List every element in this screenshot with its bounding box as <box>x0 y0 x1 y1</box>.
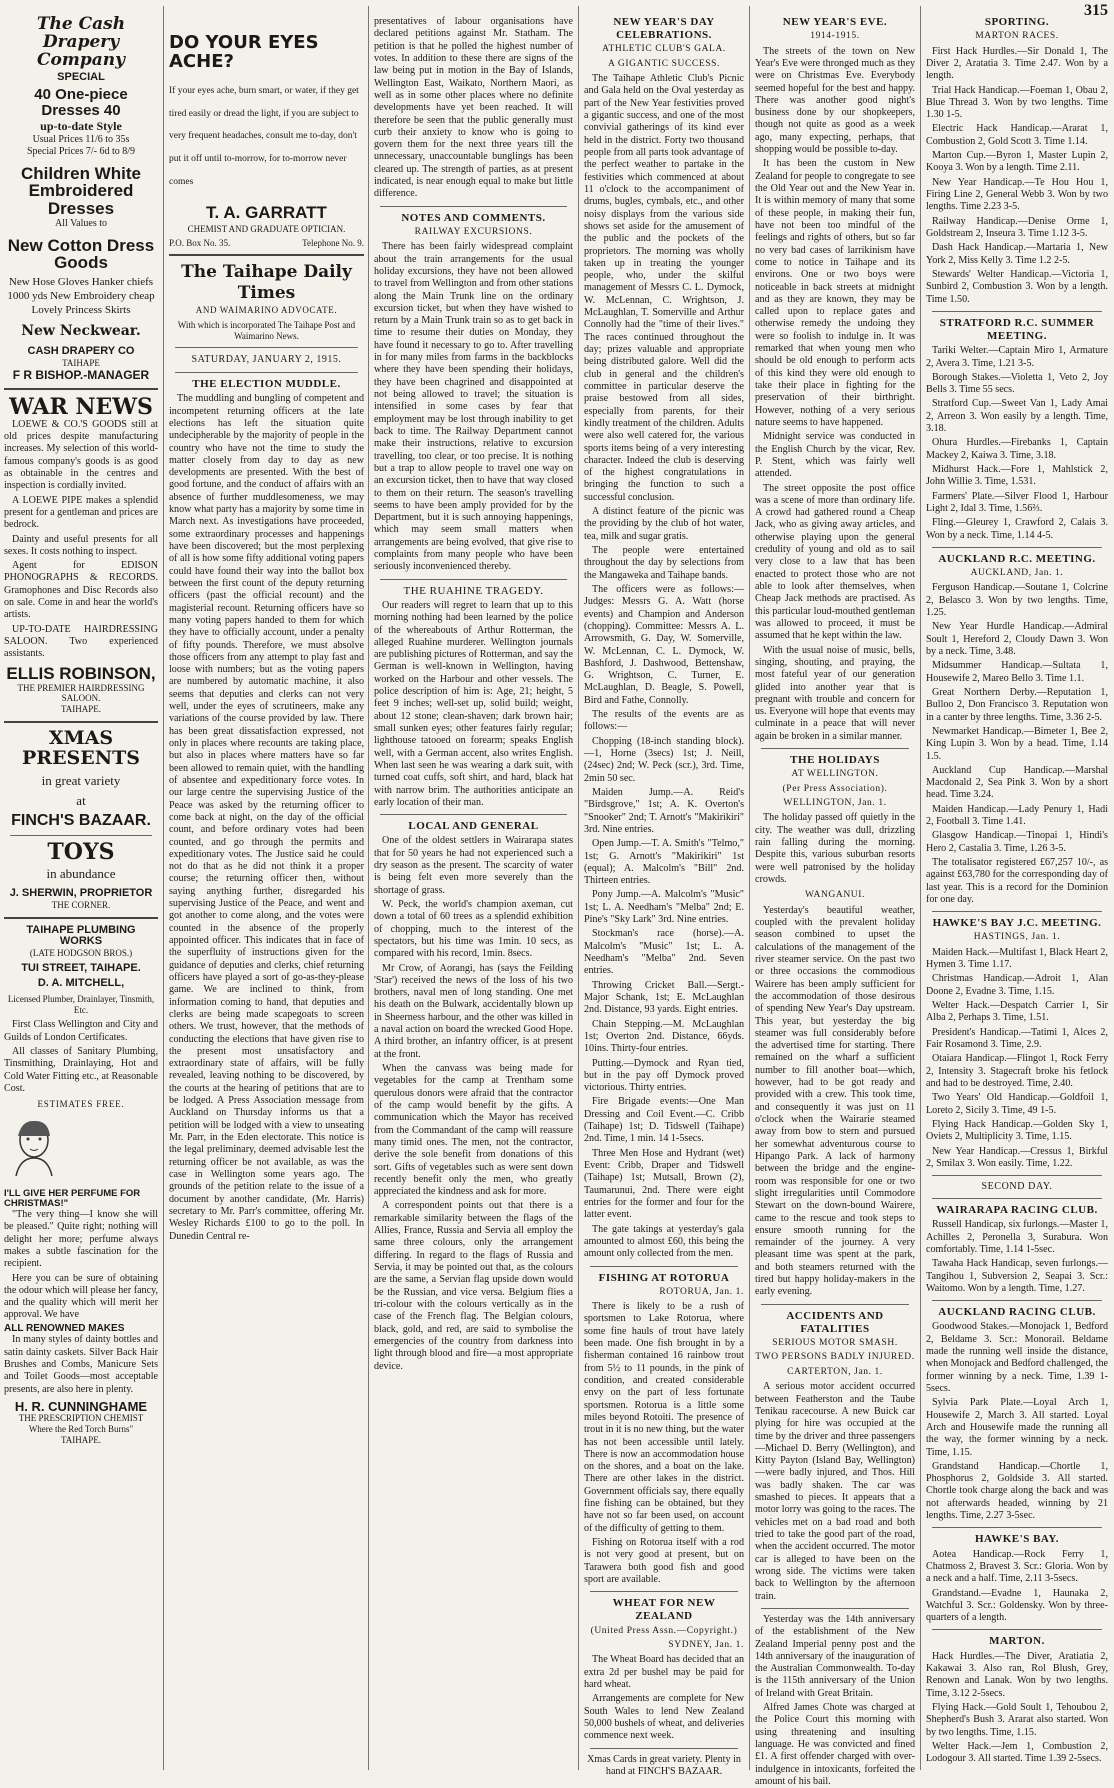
auckland-p9: The totalisator registered £67,257 10/-, as against £63,780 for the corresponding day of last year. This is a record for the Dominion for one day. <box>926 857 1108 905</box>
stratford-p1: Tariki Welter.—Captain Miro 1, Armature 2, Avera 3. Time, 1.21 3-5. <box>926 345 1108 369</box>
hawke-p1: Maiden Hack.—Multifast 1, Black Heart 2, Hymen 3. Time 1.17. <box>926 946 1108 971</box>
war-news-heading: WAR NEWS <box>9 393 153 420</box>
new-years-eve-p3: Midnight service was conducted in the English Church by the vicar, Rev. P. Stent, which was fairly well attended. <box>755 431 915 480</box>
woman-portrait-illustration <box>4 1116 64 1178</box>
auckland-rc-heading: AUCKLAND R.C. MEETING. <box>938 552 1096 565</box>
marton2-p1: Hack Hurdles.—The Diver, Aratiatia 2, Kakawai 3. Also ran, Rol Blush, Grey, Renown and Lanak. Won by two lengths. Time, 3.12 2-5secs. <box>926 1650 1108 1699</box>
masthead-subtitle: AND WAIMARINO ADVOCATE. <box>195 305 338 316</box>
marton-p1: First Hack Hurdles.—Sir Donald 1, The Diver 2, Aratatia 3. Time 2.47. Won by a length. <box>926 45 1108 82</box>
perfume-p2: Here you can be sure of obtaining the odour which will please her fancy, and the quality which will merit her approval. We have <box>4 1272 158 1321</box>
athletic-gala-p6: Chopping (18-inch standing block).—1, Horne (3secs) 1st; J. Neill, (24sec) 2nd; W. Peck (scr.), 3rd. Time, 2min 50 sec. <box>584 735 744 784</box>
hb-p1: Aotea Handicap.—Rock Ferry 1, Chatmoss 2, Bravest 3. Scr.: Gloria. Won by a neck and a half. Time, 2.11 3-5secs. <box>926 1548 1108 1585</box>
hawke-p8: New Year Handicap.—Cressus 1, Birkful 2, Smilax 3. Won easily. Time, 1.22. <box>926 1145 1108 1169</box>
athletic-gala-p11: Throwing Cricket Ball.—Sergt.-Major Schank, 1st; E. McLaughlan 2nd. Distance, 93 yards. Eight entries. <box>584 979 744 1016</box>
manager-name: F R BISHOP.-MANAGER <box>12 368 150 383</box>
new-years-eve-p5: With the usual noise of music, bells, singing, shouting, and praying, the most fateful year of our generation glided into another year that is pregnant with trouble and concern for us. Everyone will hope that events may culminate in a peace that will never again be broken in a similar manner. <box>755 644 915 742</box>
local-general-p5: A correspondent points out that there is a remarkable similarity between the flags of the Allies, France, Russia and Servia all employ the same three colours, only the arrangement differing. In regard to the flags of Russia and Servia, it may be pointed out that, as the colours are the same, a Servian flag upside down would be the Russian, and vice versa. Belgium flies a tri-colour with the colours vertically as in the case of the French flag. The Belgian colours, black, gold, and red, are said to symbolise the emergencies of the country from darkness into light through blood and fire—a most appropriate device. <box>374 1200 573 1372</box>
local-general-p1: One of the oldest settlers in Wairarapa states that for 50 years he had not experienced such a dry season as the present. The scarcity of water is being felt even more severely than the shortage of grass. <box>374 835 573 896</box>
perfume-p3: In many styles of dainty bottles and satin dainty caskets. Silver Back Hair Brushes and Combs, Manicure Sets and Toilet Goods—most acceptable presents, are also here in plenty. <box>4 1334 158 1395</box>
prescription-chemist: THE PRESCRIPTION CHEMIST <box>18 1413 144 1424</box>
mitchell-name: D. A. MITCHELL, <box>37 977 125 990</box>
wanganui-heading: WANGANUI. <box>804 890 866 901</box>
eyes-ache-heading: DO YOUR EYES ACHE? <box>169 32 319 72</box>
war-news-p2: A LOEWE PIPE makes a splendid present for a gentleman and prices are bedrock. <box>4 494 158 531</box>
marton-p7: Dash Hack Handicap.—Martaria 1, New York 2, Miss Kelly 3. Time 1.2 2-5. <box>926 242 1108 266</box>
wairarapa-p1: Russell Handicap, six furlongs.—Master 1, Achilles 2, Peronella 3, Surabura. Won comfortably. Time, 1.14 1-5sec. <box>926 1219 1108 1255</box>
athletic-gala-heading: ATHLETIC CLUB'S GALA. <box>602 44 726 55</box>
stratford-heading: STRATFORD R.C. SUMMER MEETING. <box>939 316 1095 343</box>
cash-drapery-title: The Cash Drapery Company <box>36 14 126 70</box>
stratford-p7: Fling.—Gleurey 1, Crawford 2, Calais 3. Won by a neck. Time, 1.14 4-5. <box>926 517 1108 541</box>
issue-date: SATURDAY, JANUARY 2, 1915. <box>191 353 342 365</box>
auckland-p8: Glasgow Handicap.—Tinopai 1, Hindi's Hero 2, Castalia 3. Time, 1.26 3-5. <box>926 830 1108 854</box>
accidents-p1: A serious motor accident occurred between Featherston and the Taube Tenikau racecourse. A new Buick car plying for hire was occupied at the time by the driver and three passengers—Michael D. Berry (Wellington), and Kitty Payton (Island Bay, Wellington)—were badly injured, and Thos. Hill was badly shaken. The car was smashed to pieces. It appears that a motor lorry was going to the races. The vehicles met on a bad road and both tried to take the good part of the road, when the accident occurred. The motor car is alleged to have been on the wrong side. The victims were taken back to Wellington by the afternoon train. <box>755 1381 915 1602</box>
wairarapa-heading: WAIRARAPA RACING CLUB. <box>936 1204 1098 1217</box>
xmas-variety: in great variety <box>41 772 121 788</box>
cotton-goods-body: New Hose Gloves Hanker chiefs 1000 yds New Embroidery cheap Lovely Princess Skirts <box>7 276 155 316</box>
new-years-eve-p1: The streets of the town on New Year's Eve were thronged much as they were on Christmas Eve. Everybody seemed hopeful for the best and happy. There was another good night's business done by our shopkeepers, though not quite as good as a week ago, many expecting, perhaps, that shopping would be possible to-day. <box>755 45 915 156</box>
eyes-ache-body: If your eyes ache, burn smart, or water, if they get tired easily or dread the light, if you are subject to very frequent headaches, consult me to-day, don't put it off until to-morrow, for to-morrow never comes <box>169 85 359 187</box>
column-sporting <box>922 6 1112 1770</box>
dresses-heading: 40 One-piece Dresses 40 <box>34 86 128 119</box>
marton2-p3: Welter Hack.—Jem 1, Combustion 2, Lodogour 3. All started. Time 1.39 2-5secs. <box>926 1740 1108 1765</box>
perfume-p1: "The very thing—I know she will be pleased." Quite right; nothing will delight her more; perfume always makes a subtle fascination for the recipient. <box>4 1208 158 1270</box>
xmas-cards-notice: Xmas Cards in great variety. Plenty in hand at FINCH'S BAZAAR. <box>587 1753 741 1777</box>
athletic-gala-p15: Three Men Hose and Hydrant (wet) Event: Cribb, Draper and Tidswell (Taihape) 1st; Mutsall, Brown (2), Taumarunui, 2nd. There were eight entries for the former and four for the latter event. <box>584 1147 744 1221</box>
athletic-gala-p13: Putting.—Dymock and Ryan tied, but in the pay off Dymock proved victorious. Thirty entries. <box>584 1057 744 1094</box>
page-number: 315 <box>1084 2 1108 19</box>
marton2-p2: Flying Hack.—Gold Soult 1, Tehoubou 2, Shepherd's Bush 3. Ararat also started. Won by two lengths. Time, 1.15. <box>926 1701 1108 1738</box>
toys-abundance: in abundance <box>46 866 116 882</box>
hawke-p4: President's Handicap.—Tatimi 1, Alces 2, Fair Rosamond 3. Time, 2.9. <box>926 1026 1108 1051</box>
ellis-robinson-sub: THE PREMIER HAIRDRESSING SALOON. <box>17 682 145 704</box>
auckland-p6: Auckland Cup Handicap.—Marshal Macdonald 2, Sea Pink 3. Won by a short head. Time 3.24. <box>926 764 1108 801</box>
hawkes-bay-heading: HAWKE'S BAY. <box>974 1533 1060 1546</box>
notes-comments-heading: NOTES AND COMMENTS. <box>401 211 546 224</box>
railway-excursions-subheading: RAILWAY EXCURSIONS. <box>414 226 533 237</box>
accidents-p3: Alfred James Chote was charged at the Police Court this morning with using threatening and insulting language. He was convicted and fined £1. A first offender charged with over-indulgence in intoxicants, forfeited the amount of his bail. <box>755 1702 915 1787</box>
cunninghame-town: TAIHAPE. <box>60 1435 102 1446</box>
auckland-p3: Midsummer Handicap.—Sultata 1, Housewife 2, Mareo Bello 3. Time 1.1. <box>926 660 1108 684</box>
children-dresses-values: All Values to <box>54 218 108 230</box>
auckland-rc-dateline: AUCKLAND, Jan. 1. <box>970 568 1064 579</box>
athletic-gala-p1: The Taihape Athletic Club's Picnic and Gala held on the Oval yesterday as part of the New Year festivities proved a gigantic success, and one of the most convivial gatherings of its kind ever held in the district. Forty two thousand people from all parts took advantage of the perfect weather to partake in the festivities which commenced at about 11 o'clock to the accompaniment of drums, bugles, cymbals, etc., and other noisy displays from the various side shows set aside for the amusement of the public and the pockets of the proprietors. The morning was wholly taken up in treating the younger people, who, under the skilful management of Messrs C. L. Dymock, W. McLennan, C. Wrightson, J. McLaughlan, T. Somerville and Arthur Connolly had the "time of their lives." The races continued throughout the day; prizes valuable and appropriate being distributed galore. Well did the club in general and the children's committee in particular deserve the praise bestowed from all sides, especially from parents, for their kindly treatment of the children. Adults were also well catered for, the various sports items being of a very interesting character. Indeed the club is deserving of the highest congratulations in bringing the function to such a successful conclusion. <box>584 73 744 503</box>
plumbing-works-sub: (LATE HODGSON BROS.) <box>29 947 133 958</box>
holidays-heading: THE HOLIDAYS <box>790 754 880 767</box>
fishing-dateline: ROTORUA, Jan. 1. <box>659 1286 744 1297</box>
auckland-p1: Ferguson Handicap.—Soutane 1, Colcrine 2, Belasco 3. Won by two lengths. Time, 1.25. <box>926 582 1108 619</box>
fishing-p2: Fishing on Rotorua itself with a rod is not very good at present, but on Tarawera both good fish and good sport are available. <box>584 1537 744 1585</box>
hawke-p3: Welter Hack.—Despatch Carrier 1, Sir Alba 2, Perhaps 3. Time, 1.51. <box>926 1000 1108 1024</box>
cash-drapery-town: TAIHAPE <box>62 357 100 368</box>
xmas-at: at <box>76 793 86 809</box>
wanganui-p1: Yesterday's beautiful weather, coupled with the prevalent holiday season combined to upset the calculations of the management of the river steamer service. On the past two or three occasions the commodious Wairere has been amply sufficient for the accommodation of those desirous of spending New Year's Day upstream. This year, but yesterday the big steamer was full considerably before the advertised time for starting. There remained on the wharf a sufficient number to fill another boat—which, however, had to be got ready and provided with a crew. This took time, and consequently it was just on 11 o'clock when the Wairarie steamed away from bow to stern and pursued her somewhat adventurous course to Hipango Park. A lack of harmony between the bridge and the engine-room was responsible for one or two slight irregularities until Commodore Stewart on the down-bound Wairere, came to the rescue and took steps to ensure smooth running for the remainder of the journey. A very pleasant time was spent at the park, and both steamers returned with the tired but happy holiday-makers in the early evening. <box>755 904 915 1298</box>
new-years-eve-p2: It has been the custom in New Zealand for people to congregate to see the Old Year out and the New Year in. It is within memory of many that some of these people, in making their fun, have not been too mindful of the feelings and rights of others, but so far no very bad cases of larrikinism have come to notice in Taihape and its environs. One or two boys were noticeable in back streets at midnight and as they are known, they may be called upon to replace gates and otherwise remedy the undoing they were so foolish to indulge in. It was remarked that when young men who should be old enough to perform acts of this kind they were old enough to take their place in fighting for the preservation of their birthright. However, nothing of a very serious nature seems to have happened. <box>755 158 915 428</box>
special-label: SPECIAL <box>57 70 105 83</box>
masthead-title: The Taihape Daily Times <box>181 262 352 303</box>
estimates-free: ESTIMATES FREE. <box>37 1099 125 1110</box>
arc-p3: Grandstand Handicap.—Chortle 1, Phosphorus 2, Goldside 3. All started. Chortle took charge along the back and was not afterwards headed, winning by 21 lengths. Time, 2.27 3-5sec. <box>926 1460 1108 1522</box>
war-news-p5: UP-TO-DATE HAIRDRESSING SALOON. Two experienced assistants. <box>4 623 158 660</box>
new-years-eve-p4: The street opposite the post office was a scene of more than ordinary life. A crowd had gathered round a Cheap Jack, who as giving away articles, and otherwise playing upon the general credulity of young and old as to sail very close to a law that has been enacted to protect those who are not able to look after themselves, when Cheap Jack methods are practised. As this particular loud-mouthed gentleman was allowed to proceed, it must be assumed that he kept within the law. <box>755 482 915 642</box>
plumbing-works-heading: TAIHAPE PLUMBING WORKS <box>26 923 136 948</box>
masthead-incorporated: With which is incorporated The Taihape Post and Waimarino News. <box>177 319 356 341</box>
mitchell-p2: All classes of Sanitary Plumbing, Tinsmithing, Drainlaying, Hot and Cold Water Fitting etc., at Reasonable Cost. <box>4 1045 158 1094</box>
hawke-p5: Otaiara Handicap.—Flingot 1, Rock Ferry 2, Intensity 3. Stagecraft broke his fetlock and had to be destroyed. Time, 2.40. <box>926 1053 1108 1089</box>
stratford-p3: Stratford Cup.—Sweet Van 1, Lady Amai 2, Arreon 3. Won easily by a length. Time, 3.18. <box>926 398 1108 435</box>
hawke-p2: Christmas Handicap.—Adroit 1, Alan Doone 2, Evadne 3. Time, 1.15. <box>926 973 1108 997</box>
athletic-gala-p5: The results of the events are as follows:— <box>584 709 744 733</box>
local-general-heading: LOCAL AND GENERAL <box>408 820 539 833</box>
athletic-gala-p16: The gate takings at yesterday's gala amounted to almost £60, this being the amount only collected from the men. <box>584 1223 744 1260</box>
cotton-goods-heading: New Cotton Dress Goods <box>7 235 155 273</box>
accidents-heading: ACCIDENTS AND FATALITIES <box>786 1309 884 1335</box>
railway-excursions-body: There has been fairly widespread complaint about the train arrangements for the usual holiday excursions, they have not been allowed to travel from Wellington and from other stations along the Main Trunk line on the ordinary excursion ticket, but when they have wished to return by a Main Trunk train so as to get back in time to resume their duties on Monday, they have found it necessary to go to. After travelling in for many miles from farms in the backblocks where they have been spending their holidays, they have been chagrined and disappointed at not being allowed to travel; the situation is intensified in some cases by fear that employment may be lost through inability to get back to time. The Railway Department cannot make their instructions, relative to excursion travelling, too clear, or too precise. It is nothing but a trap to allow people to travel one way on an excursion ticket, then to have that way closed to them on their return. The season's travelling seems to have been amply provided for by the Department, but it is such annoying happenings, which may seem small matters when arrangements are being evolved, that give rise to complaints from many people who have been seriously inconvenienced thereby. <box>374 241 573 573</box>
dresses-style: up-to-date Style <box>40 118 122 133</box>
children-dresses-heading: Children White Embroidered Dresses <box>21 163 141 219</box>
column-holidays <box>751 6 919 1787</box>
athletic-gala-p4: The officers were as follows:—Judges: Messrs G. A. Watt (horse events) and Champion and Anderson (chopping). Committee: Messrs A. L. Arrowsmith, G. Day, W. Somerville, W. McLennan, C. L. Dymock, W. Bashford, J. Dashwood, Bettenshaw, G. Wrightson, C. Turner, E. McLaughlan, D. Beagle, S. Powell, Bird and Fathe, Connolly. <box>584 583 744 706</box>
accidents-p2: Yesterday was the 14th anniversary of the establishment of the New Zealand Imperial penny post and the 14th anniversary of the inauguration of the Australian Commonwealth. To-day is the 115th anniversary of the Union of Ireland with Great Britain. <box>755 1613 915 1699</box>
garratt-name: T. A. GARRATT <box>206 202 327 222</box>
marton-p3: Electric Hack Handicap.—Ararat 1, Combustion 2, Gold Scott 3. Time 1.14. <box>926 123 1108 147</box>
column-editorial <box>165 6 368 1770</box>
cunninghame-name: H. R. CUNNINGHAME <box>14 1398 148 1414</box>
column-notes <box>370 6 577 1770</box>
holidays-p1: The holiday passed off quietly in the city. The weather was dull, drizzling rain falling during the morning. Despite this, various suburban resorts were well patronised by the holiday crowds. <box>755 812 915 885</box>
renowned-makes: ALL RENOWNED MAKES <box>4 1322 125 1334</box>
athletic-gala-p12: Chain Stepping.—M. McLaughlan 1st; Overton 2nd. Distance, 66yds. 10ins. Thirty-four entries. <box>584 1018 744 1055</box>
dresses-special-price: Special Prices 7/- 6d to 8/9 <box>26 146 136 158</box>
wheat-p2: Arrangements are complete for New South Wales to lend New Zealand 50,000 bushels of wheat, and deliveries commence next week. <box>584 1693 744 1742</box>
xmas-presents-heading: XMAS PRESENTS <box>22 726 140 769</box>
election-muddle-body: The muddling and bungling of competent and incompetent returning officers at the late elections has left the situation quite undecipherable by the majority of people in the country who have not the time to study the matter closely from day to day as new developments are presented. With the best of good fortune, and the conduct of affairs with an absence of further muddlesomeness, we may know what party has a majority by some time in March next. As investigations have proceeded, some extraordinary processes and happenings have been discovered; but the most perplexing of all is how some fifty additional voting papers could have found their way into the ballot box between the first count of the deputy returning officers (past the official recount) and the magisterial recount. Returning officers have so many voting papers handed to them for which they have to officially account, under a penalty of fifty pounds. Therefore, we must absolve those officers from any attempt to play fast and loose with numbers; but as the voting papers are numbered by automatic machine, it also seems that deputies and clerks can not very well, under the eyes of scrutineers, make any variations of the course provided by law. There has been great dissatisfaction expressed, not only in places where recounts are taking place, but also in places where matters have so far been allowed to remain quiet, with the handling of absentee and expeditionary force votes. In our large centre the supervising Justice of the Peace was asked by the returning officer to come back at night, on the day of the official count, and before ordinary votes had been counted, and go through the permits and expeditionary votes. The Justice said he could not do that as he did not think it a proper course; the returning officer then, without saying anything further, disregarded his supervising Justice of the Peace, and went and got another to come along, and the votes were counted in the absence of the properly appointed officer. This indicates that in face of the superfluity of instructions given for the guidance of deputies and clerks, chief returning officers have played a sort of go-as-they-please game. We are inclined to think, from information coming to hand, that deputies and clerks are being made scapegoats to screen others. We trust, however, that the methods of conducting the elections that have given rise to the present most unsatisfactory and extraordinary state of affairs, will be fully revealed, leaving nothing to be discovered, by the courts at the hearing of petitions that are to be lodged. A Press Association message from Auckland on Thursday informs us that a petition will be lodged with a view to unseating Mr. Parr, in the Eden electorate. This notice is the legal preliminary, deemed advisable lest the returning officer be not available, as was the case in Wellington some years ago. The grounds of the petition relate to the issue of a document by another candidate, (Mr. Harris) secretary to Mr. Parr's committee, offering Mr. Wesley Richards £100 to go to the poll. In Dunedin Central re- <box>169 393 364 1242</box>
athletic-gala-p3: The people were entertained throughout the day by selections from the Mangaweka and Taihape bands. <box>584 545 744 581</box>
finchs-bazaar-name: FINCH'S BAZAAR. <box>11 812 151 830</box>
garratt-subtitle: CHEMIST AND GRADUATE OPTICIAN. <box>187 223 346 234</box>
hawke-p6: Two Years' Old Handicap.—Goldfoil 1, Loreto 2, Sicily 3. Time, 49 1-5. <box>926 1092 1108 1116</box>
holidays-subheading: AT WELLINGTON. <box>791 769 879 780</box>
hawkes-bay-jc-heading: HAWKE'S BAY J.C. MEETING. <box>932 917 1102 930</box>
mitchell-description: Licensed Plumber, Drainlayer, Tinsmith, Etc. <box>7 993 155 1015</box>
marton-p2: Trial Hack Handicap.—Foeman 1, Obau 2, Blue Thread 3. Won by two lengths. Time 1.30 1-5. <box>926 84 1108 121</box>
wairarapa-p2: Tawaha Hack Handicap, seven furlongs.—Tangihou 1, Subversion 2, Seapai 3. Scr.: Waitomo. Won by a length. Time, 1.27. <box>926 1258 1108 1294</box>
new-years-day-heading: NEW YEAR'S DAY CELEBRATIONS. <box>613 16 715 42</box>
dresses-usual-price: Usual Prices 11/6 to 35s <box>32 133 130 145</box>
sherwin-proprietor: J. SHERWIN, PROPRIETOR <box>9 887 153 900</box>
marton-p4: Marton Cup.—Byron 1, Master Lupin 2, Kooya 3. Won by a length. Time 2.11. <box>926 150 1108 174</box>
garratt-po-box: P.O. Box No. 35. <box>169 238 231 249</box>
local-general-p3: Mr Crow, of Aorangi, has (says the Feilding 'Star') received the news of the loss of his two brothers, naval men of long standing. One met his death on the Bulwark, accidentally blown up in Sheerness harbour, and the other was killed in a naval action on board the wrecked Good Hope. A third brother, an infantry officer, is at present at the front. <box>374 962 573 1060</box>
plumbing-address: TUI STREET, TAIHAPE. <box>21 961 141 974</box>
marton-p5: New Year Handicap.—Te Hou Hou 1, Firing Line 2, General Webb 3. Won by two lengths. Time 2.23 3-5. <box>926 176 1108 213</box>
garratt-telephone: Telephone No. 9. <box>302 238 364 249</box>
garratt-contact-row <box>169 238 364 248</box>
toys-heading: TOYS <box>47 839 115 866</box>
ellis-robinson-town: TAIHAPE. <box>60 704 102 715</box>
wheat-dateline: SYDNEY, Jan. 1. <box>668 1640 744 1651</box>
hb-p2: Grandstand.—Evadne 1, Haunaka 2, Watchful 3. Scr.: Goldensky. Won by three-quarters of a length. <box>926 1587 1108 1624</box>
new-years-eve-years: 1914-1915. <box>810 31 860 42</box>
war-news-p4: Agent for EDISON PHONOGRAPHS & RECORDS. Gramophones and Disc Records also on sale. Come in and hear the world's artists. <box>4 560 158 621</box>
ruahine-tragedy-heading: THE RUAHINE TRAGEDY. <box>403 584 544 597</box>
holidays-press: (Per Press Association). <box>782 783 888 794</box>
red-torch-tagline: Where the Red Torch Burns" <box>28 1424 134 1435</box>
hawke-p7: Flying Hack Handicap.—Golden Sky 1, Oviets 2, Multiplicity 3. Time, 1.15. <box>926 1118 1108 1143</box>
war-news-p3: Dainty and useful presents for all sexes. It costs nothing to inspect. <box>4 533 158 557</box>
stratford-p6: Farmers' Plate.—Silver Flood 1, Harbour Light 2, Idal 3. Time, 1.56⅔. <box>926 490 1108 514</box>
fishing-rotorua-heading: FISHING AT ROTORUA <box>598 1271 730 1284</box>
ruahine-tragedy-body: Our readers will regret to learn that up to this morning nothing had been learned by the police of the whereabouts of Arthur Rotterman, the alleged Ruahine murderer. Wellington journals are publishing pictures of Rotterman, and say the German is well-known in Wellington, having worked on the Harbour and other vessels. The police description of him is: Age, 21; height, 5 feet 9 inches; well-set up, solid build; weight, about 12 stone; clean-shaven; dark brown hair; small sunken eyes; other features fairly regular; lighthouse tatooed on forearm; speaks English well, with a German accent, also writes English. When last seen he was wearing a dark suit, with turned coat cuffs, soft shirt, and hard, black hat with narrow brim. The authorities anticipate an early location of their man. <box>374 599 573 808</box>
accidents-dateline: CARTERTON, Jan. 1. <box>787 1366 883 1377</box>
holidays-dateline: WELLINGTON, Jan. 1. <box>783 798 887 809</box>
wheat-p1: The Wheat Board has decided that an extra 2d per bushel may be paid for hard wheat. <box>584 1654 744 1691</box>
column-celebrations <box>580 6 748 1777</box>
mitchell-p1: First Class Wellington and City and Guilds of London Certificates. <box>4 1019 158 1043</box>
local-general-p4: When the canvass was being made for vegetables for the camp at Trentham some querulous donors were afraid that the contractor of the camp would benefit by the gifts. A communication which the Mayor has received from the Commandant of the camp will reassure many timid ones. The men, not the contractor, derive the sole benefit from donations of this sort. Gifts of vegetables such as were sent down recently benefit only the men, who greatly appreciated the kindness and ask for more. <box>374 1063 573 1198</box>
auckland-p2: New Year Hurdle Handicap.—Admiral Soult 1, Hereford 2, Cloudy Dawn 3. Won by a neck. Time, 3.48. <box>926 621 1108 658</box>
athletic-gala-p7: Maiden Jump.—A. Reid's "Birdsgrove," 1st; A. K. Overton's "Snooker" 2nd; T. Arnott's "Makirikiri" 3rd. Nine entries. <box>584 786 744 835</box>
stratford-p2: Borough Stakes.—Violetta 1, Veto 2, Joy Bells 3. Time 55 secs. <box>926 371 1108 396</box>
stratford-p4: Ohura Hurdles.—Firebanks 1, Captain Mackey 2, Kaiwa 3. Time, 3.18. <box>926 437 1108 461</box>
athletic-gala-p8: Open Jump.—T. A. Smith's "Telmo," 1st; G. Arnott's "Makirikiri" 1st (equal); A. Malcolm's "Bill" 2nd. Thirteen entries. <box>584 838 744 887</box>
auckland-p7: Maiden Handicap.—Lady Penury 1, Hadi 2, Football 3. Time 1.41. <box>926 803 1108 828</box>
athletic-gala-p9: Pony Jump.—A. Malcolm's "Music" 1st; L. A. Needham's "Melba" 2nd; E. Pine's "Sky Lark" 3rd. Nine entries. <box>584 889 744 926</box>
sporting-heading: SPORTING. <box>984 16 1050 28</box>
athletic-gala-p10: Stockman's race (horse).—A. Malcolm's "Music" 1st; L. A. Needham's "Melba" 2nd. Seven entries. <box>584 928 744 977</box>
auckland-p5: Newmarket Handicap.—Bimeter 1, Bee 2, King Lupin 3. Won by a head. Time, 1.14 1.5. <box>926 725 1108 762</box>
arc-p2: Sylvia Park Plate.—Loyal Arch 1, Housewife 2, March 3. All started. Loyal Arch and Housewife made the running all the way, the former winning by a neck. Time, 1.15. <box>926 1397 1108 1458</box>
war-news-p1: LOEWE & CO.'S GOODS still at old prices despite manufacturing increases. My selection of this world-famous company's goods is as good as obtainable in the centres and inspection is cordially invited. <box>4 418 158 492</box>
fishing-p1: There is likely to be a rush of sportsmen to Lake Rotorua, where some fine hauls of trout have lately been made. One fish brought in by a fisherman contained 16 rainbow trout from 5½ to 11 pounds, in the pink of condition, and created considerable envy on the part of less fortunate sportsmen. Rotorua is a little some miles beyond Rotoiti. The presence of trout in it is no new thing, but the water has not been accessible until lately. There is now an accommodation house on the shores, and a boat on the lake. There are other lakes in the district. Government officials say, there equally fine fishing can be obtained, but they have not so far been used, on account of the difficulty of getting to them. <box>584 1301 744 1534</box>
hawkes-bay-dateline: HASTINGS, Jan. 1. <box>973 932 1061 943</box>
accidents-sub2: TWO PERSONS BADLY INJURED. <box>755 1352 915 1363</box>
marton-p6: Railway Handicap.—Denise Orme 1, Goldstream 2, Inseura 3. Time 1.12 3-5. <box>926 215 1108 239</box>
athletic-gala-p2: A distinct feature of the picnic was the providing by the club of hot water, tea, milk and sugar gratis. <box>584 506 744 542</box>
wheat-heading: WHEAT FOR NEW ZEALAND <box>612 1597 716 1623</box>
the-corner: THE CORNER. <box>51 899 111 910</box>
marton-races-heading: MARTON RACES. <box>975 31 1059 42</box>
athletic-gala-subheading: A GIGANTIC SUCCESS. <box>608 58 720 69</box>
election-continued: presentatives of labour organisations have declared petitions against Mr. Statham. The petition is that he polled the highest number of votes. In addition to these there are signs of the law being put in motion in the Bay of Islands, Wellington East, Waikato, Northern Maori, as well as in some other places where no definite developments have yet been reached. It will therefore be seen that the public generally must curb their anxiety to know who is going to govern them for the next three years till the unnecessary, unaccountable bunglings has been cleared up. The strength of parties, as at present indicated, is near enough equal to make but little difference. <box>374 16 573 200</box>
neckwear-label: New Neckwear. <box>21 322 141 339</box>
accidents-sub1: SERIOUS MOTOR SMASH. <box>772 1338 898 1349</box>
auckland-racing-club-heading: AUCKLAND RACING CLUB. <box>938 1306 1096 1319</box>
ellis-robinson-name: ELLIS ROBINSON, <box>6 663 156 683</box>
election-muddle-heading: THE ELECTION MUDDLE. <box>192 378 341 391</box>
perfume-heading: I'LL GIVE HER PERFUME FOR CHRISTMAS!" <box>4 1188 141 1209</box>
cash-drapery-company: CASH DRAPERY CO <box>27 345 135 358</box>
athletic-gala-p14: Fire Brigade events:—One Man Dressing and Coil Event.—C. Cribb (Taihape) 1st; D. Tidswell (Taihape) 2nd. Time, 1 min. 14 1-5secs. <box>584 1096 744 1145</box>
stratford-p5: Midhurst Hack.—Fore 1, Mahlstick 2, John Willie 3. Time, 1.531. <box>926 464 1108 488</box>
arc-p1: Goodwood Stakes.—Monojack 1, Bedford 2, Beldame 3. Scr.: Monorail. Beldame made the running well inside the distance, when Monojack and Bedford challenged, the former winning by a neck. Time, 1.39 1-5secs. <box>926 1321 1108 1394</box>
auckland-p4: Great Northern Derby.—Reputation 1, Bulloo 2, Don Francisco 3. Reputation won in a canter by three lengths. Time, 3.36 2-5. <box>926 686 1108 723</box>
wheat-press: (United Press Assn.—Copyright.) <box>590 1625 738 1636</box>
marton-second-heading: MARTON. <box>989 1635 1045 1648</box>
marton-p8: Stewards' Welter Handicap.—Victoria 1, Sunbird 2, Combustion 3. Won by a length. Time 1.50. <box>926 268 1108 305</box>
column-advertisements <box>0 6 162 1770</box>
new-years-eve-heading: NEW YEAR'S EVE. <box>782 16 888 28</box>
local-general-p2: W. Peck, the world's champion axeman, cut down a total of 60 trees as a splendid exhibition of chopping, much to the interest of the spectators, but his time was 1min. 10 secs, as compared with his record, 1min. 8secs. <box>374 898 573 960</box>
second-day-heading: SECOND DAY. <box>981 1181 1053 1193</box>
